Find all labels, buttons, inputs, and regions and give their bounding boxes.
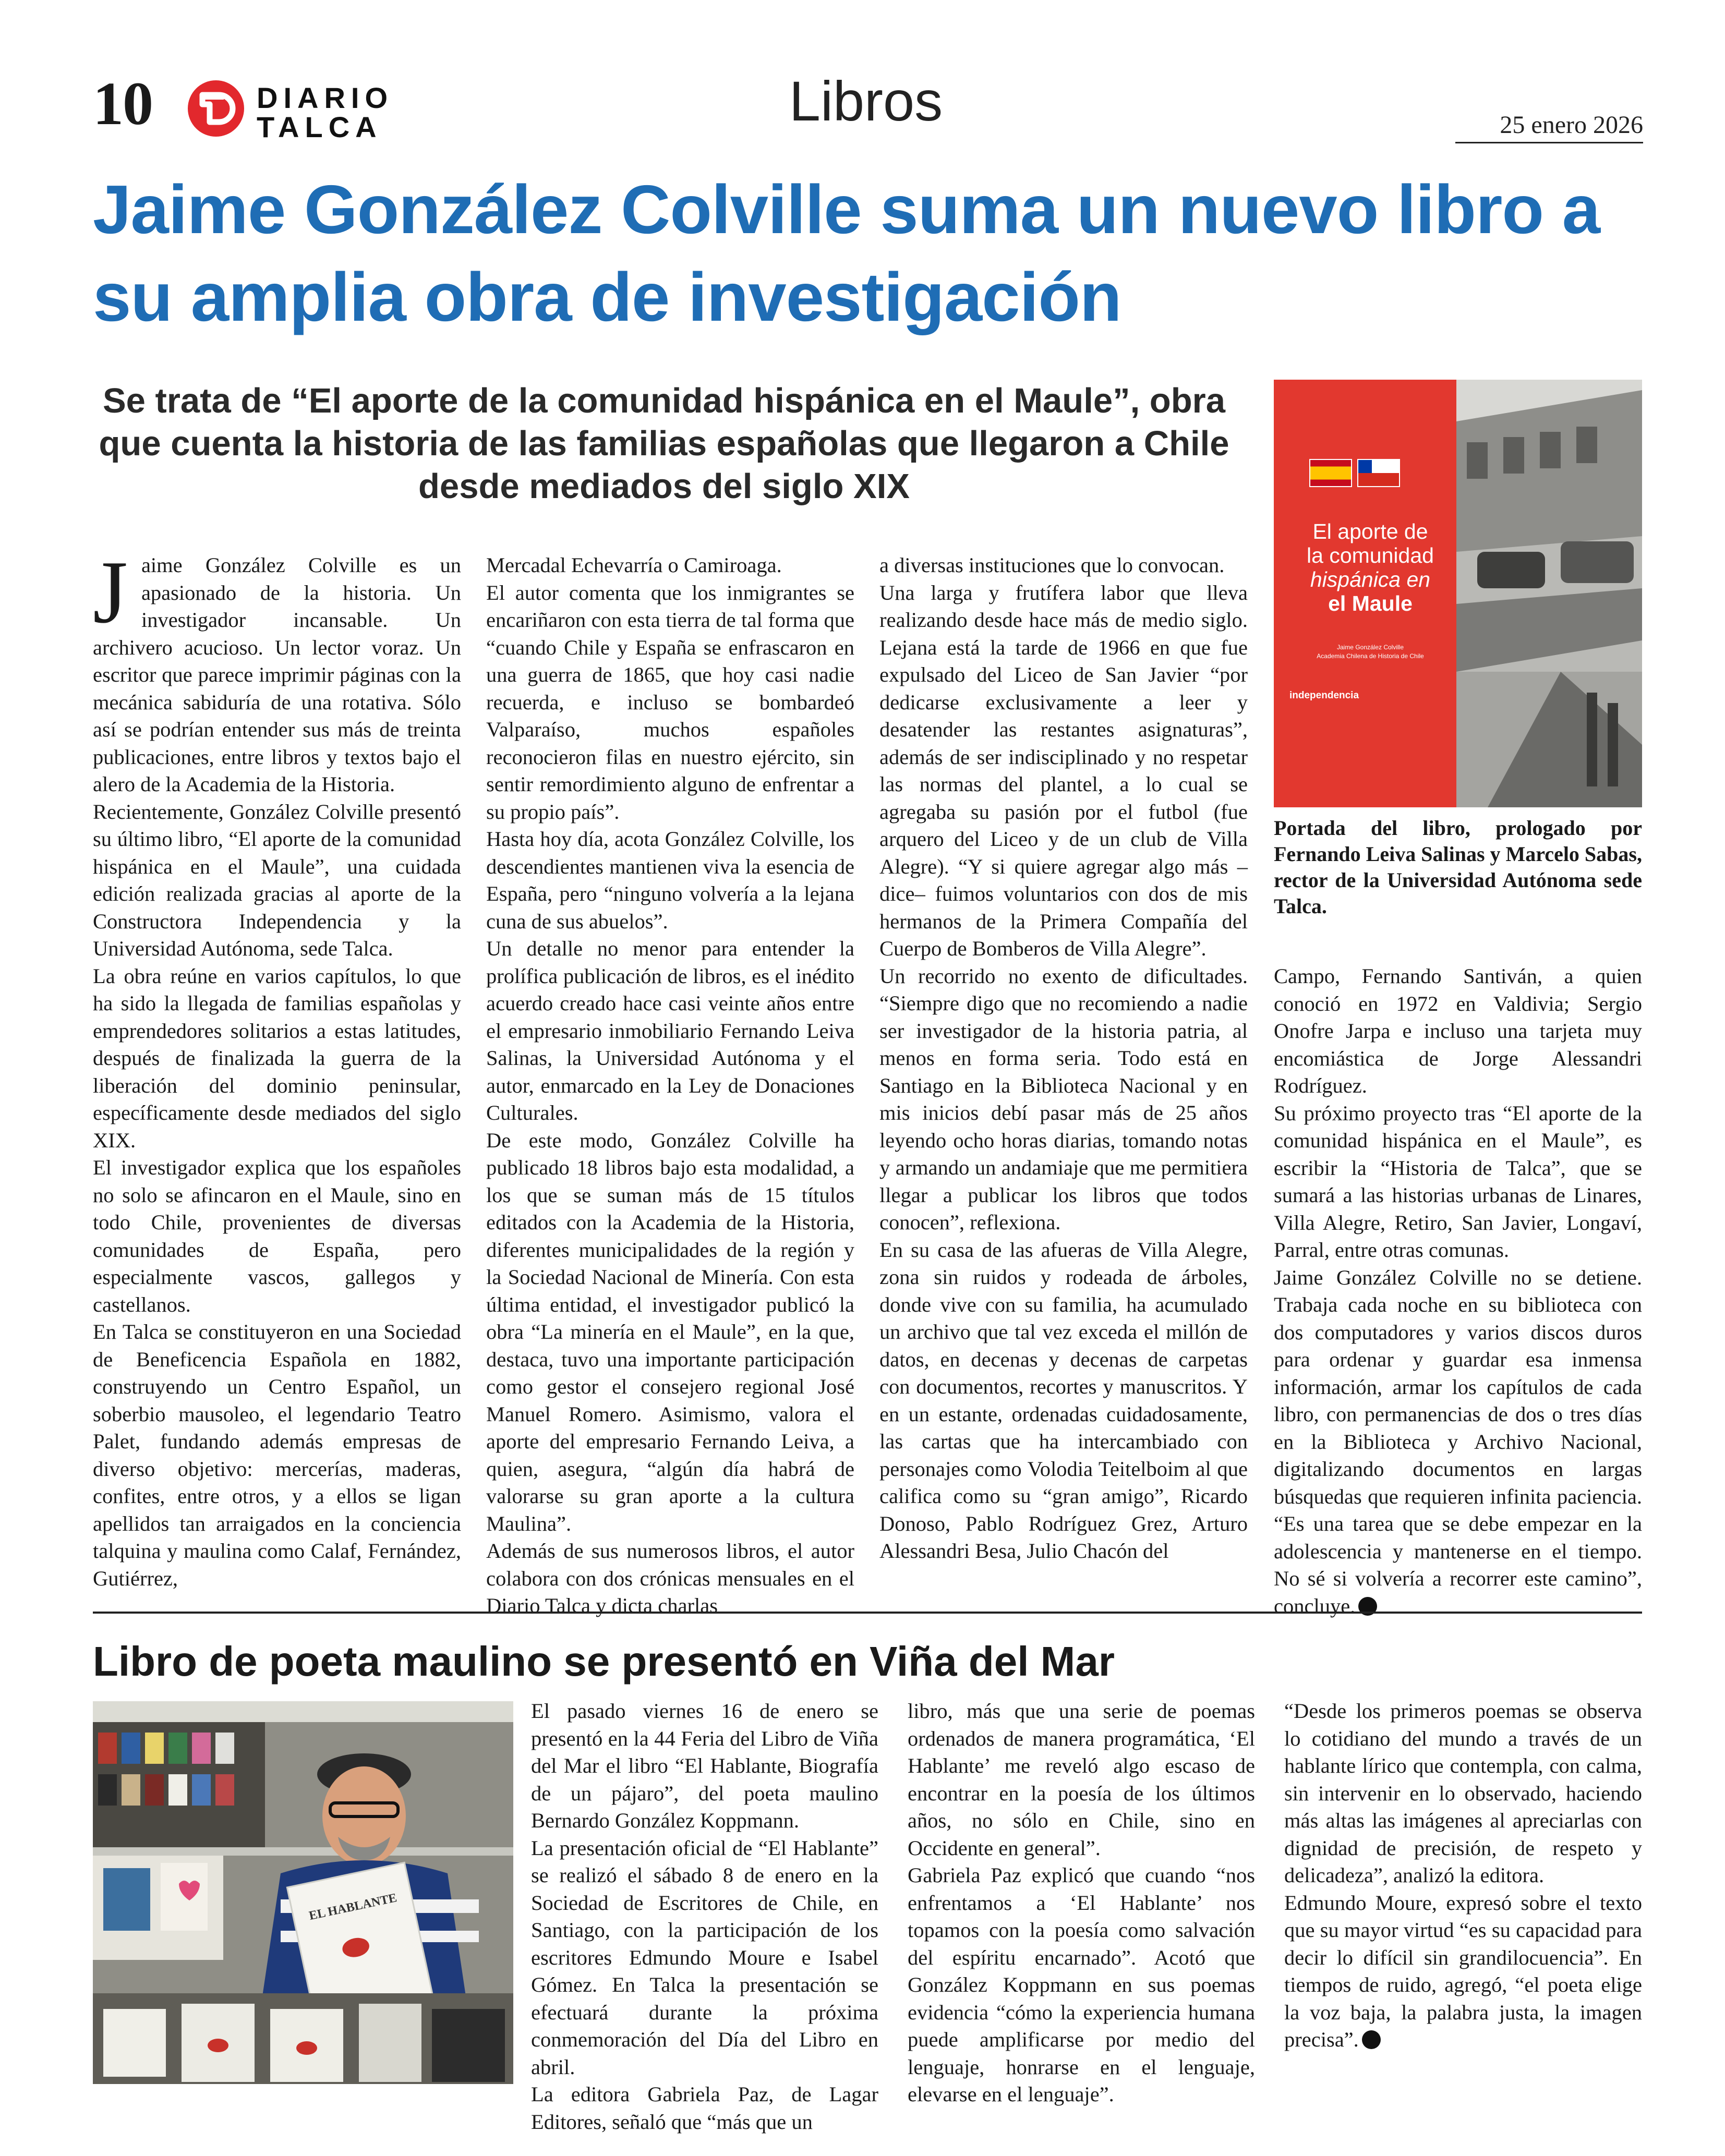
body-paragraph	[93, 543, 461, 798]
body-paragraph: El investigador explica que los españoles no solo se afincaron en el Maule, sino en todo Chile, provenientes de diversas comunidades de España, pero especialmente vascos, gallegos y castellanos.	[93, 1156, 461, 1316]
lead-article-column-4	[1274, 963, 1642, 1620]
body-paragraph: libro, más que una serie de poemas ordenados de manera programática, ‘El Hablante’ me reveló algo escaso de encontrar en la poesía de los últimos años, no sólo en Chile, sino en Occidente en general”.	[908, 1699, 1255, 1860]
diario-talca-logo-icon	[187, 79, 245, 138]
spain-flag-icon	[1309, 459, 1352, 487]
body-paragraph	[1274, 1264, 1642, 1620]
lead-article-column-1	[93, 543, 461, 1592]
cover-title-line: el Maule	[1328, 591, 1413, 615]
body-paragraph: El pasado viernes 16 de enero se presentó en la 44 Feria del Libro de Viña del Mar el libro “El Hablante, Biografía de un pájaro”, del poeta maulino Bernardo González Koppmann.	[531, 1699, 878, 1832]
lead-headline: Jaime González Colville suma un nuevo libro a su amplia obra de investigación	[93, 171, 1600, 335]
drop-cap: J	[93, 543, 128, 642]
paragraph-text: aime González Colville es un apasionado de la historia. Un investigador incansable. Un archivero acucioso. Un lector voraz. Un escritor que parece imprimir páginas con la mecánica sabiduría de una rotativa. Sólo así se podrían entender sus más de treinta publicaciones, entre libros y textos bajo el alero de la Academia de la Historia.	[93, 553, 461, 796]
book-cover-image[interactable]	[1274, 380, 1642, 807]
paragraph-text: Jaime González Colville no se detiene. Trabaja cada noche en su biblioteca con dos computadores y varios discos duros para ordenar y guardar esa inmensa información, armar los capítulos de cada libro, con permanencias de dos o tres días en la Biblioteca y Archivo Nacional, digitalizando documentos en largas búsquedas que requieren infinita paciencia. “Es una tarea que se debe empezar en la adolescencia y mantenerse en el tiempo. No sé si volvería a recorrer este camino”, concluye.	[1274, 1265, 1642, 1618]
body-paragraph: Además de sus numerosos libros, el autor colabora con dos crónicas mensuales en el Diario Talca y dicta charlas	[486, 1539, 854, 1617]
cover-title-line: El aporte de	[1312, 519, 1428, 543]
cover-title-line: hispánica en	[1310, 567, 1431, 591]
lead-article-column-3	[879, 552, 1248, 1565]
body-paragraph: Un recorrido no exento de dificultades. “Siempre digo que no recomiendo a nadie ser investigador de la historia patria, al menos en forma seria. Todo está en Santiago en la Biblioteca Nacional y en mis inicios debí pasar más de 25 años leyendo ocho horas diarias, tomando notas y armando un andamiaje que me permitiera llegar a publicar los libros que todos conocen”, reflexiona.	[879, 964, 1248, 1234]
second-headline: Libro de poeta maulino se presentó en Viña del Mar	[93, 1638, 1115, 1685]
body-paragraph: Hasta hoy día, acota González Colville, los descendientes mantienen viva la esencia de España, pero “ninguno volvería a la lejana cuna de sus abuelos”.	[486, 827, 854, 933]
body-paragraph: “Desde los primeros poemas se observa lo cotidiano del mundo a través de un hablante lírico que contempla, con calma, sin intervenir en lo observado, haciendo más altas las imágenes al apreciarlas con dignidad de precisión, de respeto y delicadeza”, analizó la editora.	[1284, 1699, 1642, 1887]
cover-authors	[1289, 643, 1451, 661]
body-paragraph: En Talca se constituyeron en una Sociedad de Beneficencia Española en 1882, construyendo un Centro Español, un soberbio mausoleo, el legendario Teatro Palet, fundando además empresas de diverso objetivo: mercerías, maderas, confites, entre otros, y a ellos se ligan apellidos tan arraigados en la conciencia talquina y maulina como Calaf, Fernández, Gutiérrez,	[93, 1320, 461, 1590]
end-of-article-bullet-icon	[1362, 2030, 1381, 2049]
cover-title-line: la comunidad	[1307, 543, 1434, 567]
paragraph-text: Edmundo Moure, expresó sobre el texto que su mayor virtud “es su capacidad para decir lo difícil sin grandilocuencia”. En tiempos de ruido, agregó, “el poeta elige la voz baja, la palabra justa, la imagen precisa”.	[1284, 1891, 1642, 2051]
cover-academy: Academia Chilena de Historia de Chile	[1317, 652, 1424, 660]
cover-title	[1284, 519, 1456, 615]
cover-author-name: Jaime González Colville	[1336, 644, 1404, 651]
body-paragraph: Una larga y frutífera labor que lleva realizando desde hace más de medio siglo. Lejana está la tarde de 1966 en que fue expulsado del Liceo de San Javier “por dedicarse exclusivamente a leer y desatender las restantes asignaturas”, además de ser indisciplinado y no respetar las normas del plantel, a lo cual se agregaba su pasión por el futbol (fue arquero del Liceo y de un club de Villa Alegre). “Y si quiere agregar algo más –dice– fuimos voluntarios con dos de mis hermanos de la Primera Compañía del Cuerpo de Bomberos de Villa Alegre”.	[879, 580, 1248, 960]
issue-date: 25 enero 2026	[1500, 111, 1643, 139]
book-cover-caption: Portada del libro, prologado por Fernando Leiva Salinas y Marcelo Sabas, rector de la Universidad Autónoma sede Talca.	[1274, 816, 1642, 918]
poet-photo[interactable]	[93, 1701, 513, 2084]
body-paragraph: En su casa de las afueras de Villa Alegre, zona sin ruidos y rodeada de árboles, donde vive con su familia, ha acumulado un archivo que tal vez exceda el millón de datos, en decenas y decenas de carpetas con documentos, recortes y manuscritos. Y en un estante, ordenadas cuidadosamente, las cartas que ha intercambiado con personajes como Volodia Teitelboim al que califica como su “gran amigo”, Ricardo Donoso, Pablo Rodríguez Grez, Arturo Alessandri Besa, Julio Chacón del	[879, 1238, 1248, 1563]
section-title: Libros	[789, 69, 943, 132]
poet-photo-illustration	[93, 1701, 513, 2084]
body-paragraph: Gabriela Paz explicó que cuando “nos enfrentamos a ‘El Hablante’ nos topamos con la poesía como salvación del espíritu encarnado”. Acotó que González Koppmann en sus poemas evidencia “cómo la experiencia humana puede amplificarse por medio del lenguaje, honrarse en el lenguaje, elevarse en el lenguaje”.	[908, 1863, 1255, 2106]
body-paragraph: La editora Gabriela Paz, de Lagar Editores, señaló que “más que un	[531, 2082, 878, 2134]
historic-street-photo	[1456, 380, 1642, 807]
body-paragraph: El autor comenta que los inmigrantes se encariñaron con esta tierra de tal forma que “cuando Chile y España se enfrascaron en una guerra de 1865, que hoy casi nadie recuerda, e incluso se bombardeó Valparaíso, muchos españoles reconocieron filas en nuestro ejército, sin sentir remordimiento alguno de enfrentar a su propio país”.	[486, 580, 854, 823]
date-underline	[1455, 142, 1643, 143]
page-number: 10	[93, 69, 152, 138]
cover-flags	[1309, 459, 1405, 487]
diario-talca-logo[interactable]	[187, 78, 395, 141]
body-paragraph: La obra reúne en varios capítulos, lo que ha sido la llegada de familias españolas y emprendedores solitarios a estas latitudes, después de finalizada la guerra de la liberación del dominio peninsular, específicamente desde mediados del siglo XIX.	[93, 964, 461, 1152]
logo-word-diario: DIARIO	[257, 81, 393, 114]
body-paragraph: a diversas instituciones que lo convocan.	[879, 553, 1225, 577]
body-paragraph: Recientemente, González Colville presentó su último libro, “El aporte de la comunidad hispánica en el Maule”, una cuidada edición realizada gracias al aporte de la Constructora Independencia y la Universidad Autónoma, sede Talca.	[93, 800, 461, 960]
body-paragraph: La presentación oficial de “El Hablante” se realizó el sábado 8 de enero en la Sociedad de Escritores de Chile, en Santiago, con la participación de los escritores Edmundo Moure e Isabel Gómez. En Talca la presentación se efectuará durante la próxima conmemoración del Día del Libro en abril.	[531, 1836, 878, 2079]
section-divider	[93, 1612, 1642, 1614]
logo-word-talca: TALCA	[257, 111, 382, 143]
second-article-column-1	[531, 1698, 878, 2136]
body-paragraph: Un detalle no menor para entender la prolífica publicación de libros, es el inédito acuerdo creado hace casi veinte años entre el empresario inmobiliario Fernando Leiva Salinas, la Universidad Autónoma y el autor, enmarcado en la Ley de Donaciones Culturales.	[486, 937, 854, 1124]
body-paragraph: Campo, Fernando Santiván, a quien conoció en 1972 en Valdivia; Sergio Onofre Jarpa e incluso una tarjeta muy encomiástica de Jorge Alessandri Rodríguez.	[1274, 964, 1642, 1097]
body-paragraph: Mercadal Echevarría o Camiroaga.	[486, 553, 782, 577]
lead-article-column-2	[486, 552, 854, 1620]
body-paragraph: De este modo, González Colville ha publicado 18 libros bajo esta modalidad, a los que se suman más de 15 títulos editados con la Academia de la Historia, diferentes municipalidades de la región y la Sociedad Nacional de Minería. Con esta última entidad, el investigador publicó la obra “La minería en el Maule”, en la que, destaca, tuvo una importante participación como gestor el consejero regional José Manuel Romero. Asimismo, valora el aporte del empresario Fernando Leiva, a quien, asegura, “algún día habrá de valorarse su gran aporte a la cultura Maulina”.	[486, 1128, 854, 1535]
second-article-column-2	[908, 1698, 1255, 2109]
publisher-logo: independencia	[1289, 690, 1359, 701]
second-article-column-3	[1284, 1698, 1642, 2054]
lead-subheadline: Se trata de “El aporte de la comunidad hispánica en el Maule”, obra que cuenta la historia de las familias españolas que llegaron a Chile desde mediados del siglo XIX	[99, 381, 1229, 506]
chile-flag-icon	[1357, 459, 1400, 487]
photo-book-title: EL HABLANTE	[308, 1891, 399, 1923]
body-paragraph	[1284, 1889, 1642, 2054]
body-paragraph: Su próximo proyecto tras “El aporte de la comunidad hispánica en el Maule”, es escribir la “Historia de Talca”, que se sumará a las historias urbanas de Linares, Villa Alegre, Retiro, San Javier, Longaví, Parral, entre otras comunas.	[1274, 1101, 1642, 1262]
